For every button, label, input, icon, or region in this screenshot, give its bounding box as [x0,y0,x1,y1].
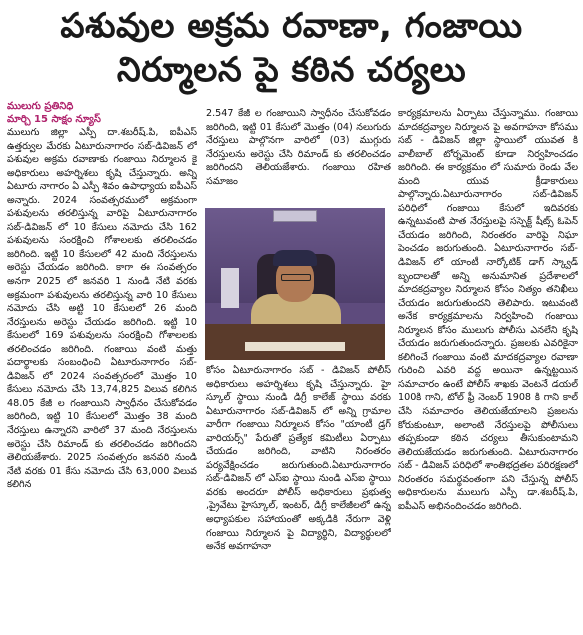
byline-reporter: ములుగు ప్రతినిధి [7,101,74,112]
name-plate [245,342,345,351]
article-column-3 [398,107,578,608]
flag-stand [221,268,239,308]
article-text-col1: ములుగు జిల్లా ఎస్పీ దా.శబరీష్.పి, ఐపీఎస్ ఉత్తర్వుల మేరకు ఏటూరునాగారం సబ్-డివిజన్ లో పశువుల అక్రమ రవాణాకు గంజాయి నిర్మూలన కై అధికారులు అహర్నిశలు కృషి చేస్తున్నారు. అన్ని ఏటూరు నాగారం ఏ ఎస్పీ శివం ఉపాధ్యాయ ఐపీఎస్ అన్నారు. 2024 సంవత్సరములో అక్రమంగా పశువులను తరలిస్తున్న వారిపై ఏటూరునాగారం సబ్-డివిజన్ లో 10 కేసులు నమోదు చేసి 162 పశువులను సంరక్షించి గోశాలలకు తరలించడం జరిగింది. ఇట్టి 10 కేసులలో 42 మంది నేరస్తులను అరెస్టు చేయడం జరిగింది. కాగా ఈ సంవత్సరం అనగా 2025 లో జనవరి 1 నుండి నేటి వరకు అక్రమంగా పశువులను తరలిస్తున్న వారి 10 కేసులు నమోదు చేసి అట్టి 10 కేసులలో 26 మంది నేరస్తులను అరెస్టు చేయడం జరిగింది. ఇట్టి 10 కేసులలో 169 పశువులను సంరక్షించి గోశాలలకు తరలించడం జరిగింది. గంజాయి వంటి మత్తు పదార్థాలకు సంబంధించి ఏటూరునాగారం సబ్-డివిజన్ లో 2024 సంవత్సరంలో మొత్తం 10 కేసులు నమోదు చేసి 13,74,825 విలువ కలిగిన 48.05 కేజీ ల గంజాయిని స్వాధీనం చేసుకోవడం జరిగింది, ఇట్టి 10 కేసులలో మొత్తం 38 మంది నేరస్తులు ఉన్నారని వారిలో 37 మంది నేరస్తులను అరెస్టు చేసి రిమాండ్ కు తరలించడం జరిగిందని తెలియజేశారు. 2025 సంవత్సరం జనవరి నుండి నేటి వరకు 01 కేసు నమోదు చేసి 63,000 విలువ కలిగిన [7,127,197,491]
byline-date-source: మార్చి 15 సాక్షం న్యూస్ [7,114,101,125]
article-column-2-top [206,107,391,202]
officer-cap [273,250,317,266]
wall-frame [273,210,317,222]
article-text-col3: కార్యక్రమాలను ఏర్పాటు చేస్తున్నాము. గంజాయి మాదకద్రవ్యాల నిర్మూలన పై అవగాహనా కోసము సబ్ - డివిజన్ జిల్లా స్థాయిలో యువత కి వాలీబాల్ టోర్నమెంట్ కూడా నిర్వహించడం జరిగింది. ఈ కార్యక్రమం లో సుమారు రెండు వేల మంది యువ క్రీడాకారులు పాల్గొన్నారు.ఏటూరునాగారం సబ్-డివిజన్ పరిధిలో గంజాయి కేసులో ఇదివరకు ఉన్నటువంటి పాత నేరస్తులపై సస్పెక్ట్ షీట్స్ ఓపెన్ చేయడం జరిగింది, నిరంతరం వారిపై నిఘా పెంచడం జరుగుతుంది. ఏటూరునాగారం సబ్-డివిజన్ లో యాంటీ నార్కోటిక్ డాగ్ స్క్వాడ్ బృందాలతో అన్ని అనుమానిత ప్రదేశాలలో మాదకద్రవ్యాల నిర్మూలన కోసం నిత్యం తనిఖీలు చేయడం జరుగుతుందని తెలిపారు. ఇటువంటి అనేక కార్యక్రమాలను నిర్వహించి గంజాయి నిర్మూలన కోసం ములుగు పోలీసు ఎనలేని కృషి చేయడం జరుగుతుందన్నారు. ప్రజలకు ఎవరికైనా కలిగించే గంజాయి వంటి మాదకద్రవ్యాల రవాణా గురించి ఎవరి వద్ద అయినా ఉన్నట్టయిన సమాచారం ఉంటే పోలీస్ శాఖకు వెంటనే డయల్ 100కి గాని, టోల్ ఫ్రీ నెంబర్ 1908 కి గాని కాల్ చేసి సమాచారం తెలియజేయాలని ప్రజలను కోరుకుంటూ, అలాంటి నేరస్తులపై పోలీసులు తప్పకుండా కఠిన చర్యలు తీసుకుంటామని తెలియజేయడం జరుగుతుంది. ఏటూరునాగారం సబ్ - డివిజన్ పరిధిలో శాంతిభద్రతల పరిరక్షణలో నిరంతరం సమర్థవంతంగా పని చేస్తున్న పోలీస్ అధికారులను ములుగు ఎస్పీ డా.శబరీష్.పి, ఐపీఎస్ అభినందించడం జరిగింది. [398,108,578,512]
article-text-col2-bottom: కోసం ఏటూరునాగారం సబ్ - డివిజన్ పోలీస్ అధికారులు అహర్నిశలు కృషి చేస్తున్నారు. హై స్కూల్ స్థాయి నుండి డిగ్రీ కాలేజ్ స్థాయి వరకు ఏటూరునాగారం సబ్-డివిజన్ లో అన్ని గ్రామాల వారీగా గంజాయి నిర్మూలన కోసం "యాంటీ డ్రగ్ వారియర్స్" పేరుతో ప్రత్యేక కమిటీలు ఏర్పాటు చేయడం జరిగింది, వాటిని నిరంతరం పర్యవేక్షించడం జరుగుతుంది.ఏటూరునాగారం సబ్-డివిజన్ లో ఎస్ఐ స్థాయి నుండి ఎస్ఐ స్థాయి వరకు అందరూ పోలీస్ అధికారులు ప్రభుత్వ ,ప్రైవేటు హైస్కూల్, ఇంటర్, డిగ్రీ కాలేజీలలో ఉన్న అధ్యాపకుల సహాయంతో అక్కడికి నేరుగా వెళ్లి గంజాయి నిర్మూలన పై విద్యార్థిని, విద్యార్థులలో అనేక అవగాహనా [206,365,391,553]
headline [0,4,583,92]
headline-line-1: పశువుల అక్రమ రవాణా, గంజాయి [60,6,523,46]
headline-line-2: నిర్మూలన పై కఠిన చర్యలు [116,50,467,90]
byline [7,100,197,126]
article-column-1 [7,126,197,608]
officer-photo [205,208,385,360]
article-column-2-bottom [206,364,391,608]
article-text-col2-top: 2.547 కేజీ ల గంజాయిని స్వాధీనం చేసుకోవడం జరిగింది, ఇట్టి 01 కేసులో మొత్తం (04) నలుగురు నేరస్తులు పాల్గొనగా వారిలో (03) ముగ్గురు నేరస్తులను అరెస్టు చేసి రిమాండ్ కు తరలించడం జరిగిందని తెలియజేశారు. గంజాయి రహిత సమాజం [206,108,391,187]
officer-glasses [281,274,311,281]
